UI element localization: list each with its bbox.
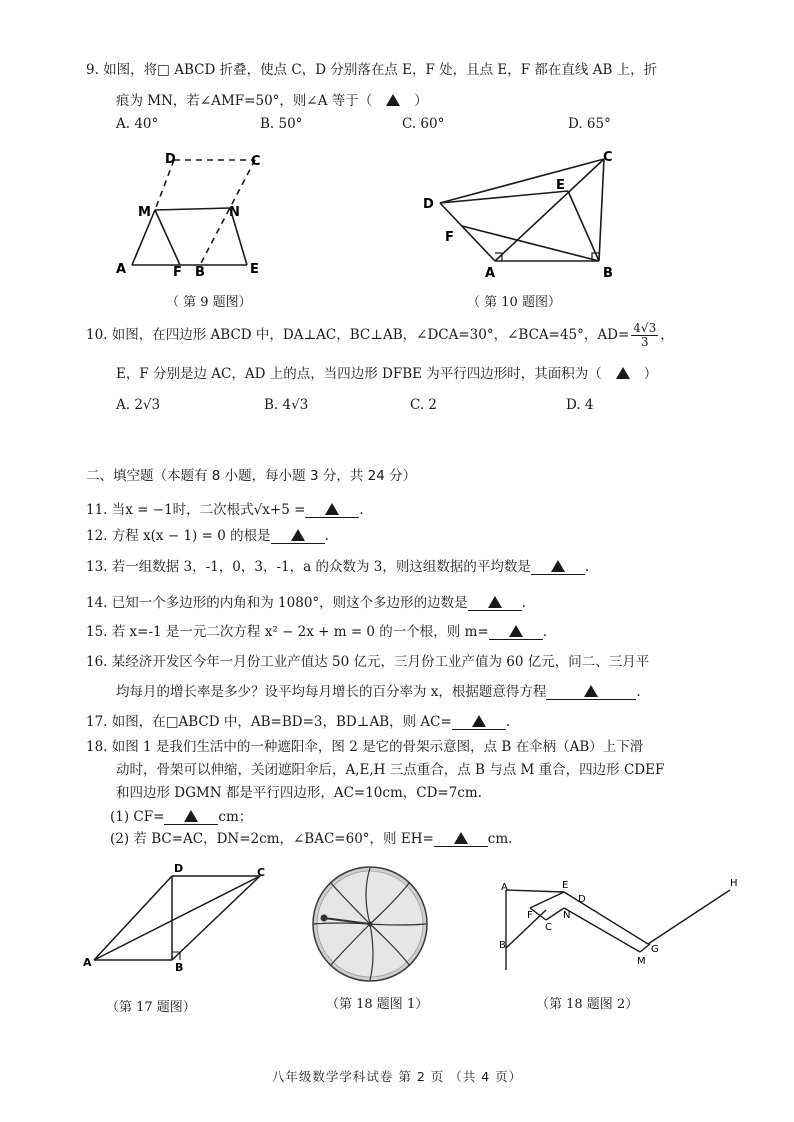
q14-blank bbox=[468, 596, 522, 611]
fig9-caption: （ 第 9 题图） bbox=[166, 295, 252, 310]
q10-line1-text: 10. 如图，在四边形 ABCD 中，DA⊥AC，BC⊥AB，∠DCA=30°，∠BCA=45°，AD= bbox=[86, 327, 630, 343]
fig18b-label-e: E bbox=[562, 880, 569, 891]
answer-triangle-icon bbox=[291, 529, 305, 541]
answer-triangle-icon bbox=[325, 503, 339, 515]
q10-frac-den: 3 bbox=[640, 335, 649, 349]
q10-option-b: B. 4√3 bbox=[264, 397, 309, 413]
q17-text: 17. 如图，在□ABCD 中，AB=BD=3，BD⊥AB，则 AC= bbox=[86, 714, 452, 730]
q10-option-a: A. 2√3 bbox=[116, 397, 161, 413]
fig18b-label-c: C bbox=[545, 922, 552, 933]
q11-text: 11. 当x = −1时，二次根式√x+5 = bbox=[86, 502, 306, 518]
fig18b-label-m: M bbox=[637, 956, 646, 967]
q18-line2: 动时，骨架可以伸缩，关闭遮阳伞后，A,E,H 三点重合，点 B 与点 M 重合，四边形 CDEF bbox=[116, 762, 665, 778]
fig10-label-f: F bbox=[445, 230, 454, 245]
answer-triangle-icon bbox=[472, 715, 486, 727]
figure-18-skeleton bbox=[490, 872, 750, 977]
fig18b-label-f: F bbox=[527, 910, 533, 921]
fig9-label-a: A bbox=[116, 262, 127, 277]
q9-option-a: A. 40° bbox=[116, 116, 159, 132]
q13-blank bbox=[531, 560, 585, 575]
q18-line3: 和四边形 DGMN 都是平行四边形，AC=10cm，CD=7cm. bbox=[116, 785, 482, 801]
q18-sub2 bbox=[110, 827, 512, 847]
answer-triangle-icon bbox=[509, 625, 523, 637]
fig9-label-d: D bbox=[165, 152, 176, 167]
fig9-label-e: E bbox=[250, 262, 259, 277]
fig18b-label-h: H bbox=[730, 878, 738, 889]
q14-end: . bbox=[521, 595, 526, 611]
q9-line2-text: 痕为 MN，若∠AMF=50°，则∠A 等于（ bbox=[116, 93, 373, 109]
page-footer: 八年级数学学科试卷 第 2 页 （共 4 页） bbox=[271, 1069, 523, 1084]
section-2-title: 二、填空题（本题有 8 小题，每小题 3 分，共 24 分） bbox=[86, 468, 417, 484]
answer-triangle-icon bbox=[488, 596, 502, 608]
q11 bbox=[86, 498, 364, 518]
answer-triangle-icon bbox=[184, 810, 198, 822]
fig9-label-c: C bbox=[251, 154, 261, 169]
q10-line1 bbox=[86, 322, 674, 349]
fig18b-label-n: N bbox=[563, 910, 571, 921]
q18-sub1-blank bbox=[164, 810, 218, 825]
figure-9 bbox=[100, 145, 280, 285]
q18-sub1-text: (1) CF= bbox=[110, 809, 165, 825]
q13-text: 13. 若一组数据 3，-1，0，3，-1，a 的众数为 3，则这组数据的平均数是 bbox=[86, 559, 531, 575]
q15 bbox=[86, 620, 547, 640]
q9-option-b: B. 50° bbox=[260, 116, 303, 132]
q16-end: . bbox=[636, 684, 641, 700]
q16-line2-text: 均每月的增长率是多少？设平均每月增长的百分率为 x，根据题意得方程 bbox=[116, 684, 547, 700]
q9-line2 bbox=[116, 89, 428, 109]
q18-sub2-end: cm. bbox=[487, 831, 513, 847]
q16-line1: 16. 某经济开发区今年一月份工业产值达 50 亿元，三月份工业产值为 60 亿元，问二、三月平 bbox=[86, 654, 650, 670]
q14 bbox=[86, 591, 526, 611]
fig18b-label-a: A bbox=[501, 882, 508, 893]
q11-blank bbox=[305, 503, 359, 518]
q18-sub1-end: cm； bbox=[218, 809, 253, 825]
q12-text: 12. 方程 x(x − 1) = 0 的根是 bbox=[86, 528, 271, 544]
q9-line2-end: ） bbox=[414, 93, 428, 109]
fig10-label-a: A bbox=[485, 266, 496, 281]
fig18a-caption: （第 18 题图 1） bbox=[326, 997, 429, 1012]
q13-end: . bbox=[584, 559, 590, 575]
q18-line1: 18. 如图 1 是我们生活中的一种遮阳伞，图 2 是它的骨架示意图，点 B 在伞柄（AB）上下滑 bbox=[86, 739, 644, 755]
q17 bbox=[86, 710, 510, 730]
q10-option-d: D. 4 bbox=[566, 397, 594, 413]
fig10-label-d: D bbox=[423, 197, 434, 212]
q10-line2-text: E，F 分别是边 AC，AD 上的点，当四边形 DFBE 为平行四边形时，其面积为（ bbox=[116, 366, 602, 382]
q10-line1-end: ， bbox=[660, 327, 674, 343]
fig17-label-a: A bbox=[83, 956, 92, 969]
q12 bbox=[86, 524, 329, 544]
fig10-label-c: C bbox=[603, 150, 613, 165]
figure-10 bbox=[415, 145, 625, 285]
fig18b-label-d: D bbox=[578, 894, 586, 905]
q15-end: . bbox=[542, 624, 548, 640]
q18-sub2-text: (2) 若 BC=AC，DN=2cm，∠BAC=60°，则 EH= bbox=[110, 831, 434, 847]
fig9-label-m: M bbox=[138, 205, 151, 220]
q10-fraction bbox=[631, 322, 658, 349]
answer-triangle-icon bbox=[454, 832, 468, 844]
q12-end: . bbox=[324, 528, 329, 544]
q10-line2-end: ） bbox=[643, 366, 658, 382]
fig9-label-f: F bbox=[173, 265, 182, 280]
answer-triangle-icon bbox=[616, 367, 630, 379]
q9-line1: 9. 如图，将□ ABCD 折叠，使点 C，D 分别落在点 E，F 处，且点 E，F 都在直线 AB 上，折 bbox=[86, 62, 658, 78]
q9-option-d: D. 65° bbox=[568, 116, 611, 132]
q10-option-c: C. 2 bbox=[410, 397, 438, 413]
fig17-label-d: D bbox=[174, 862, 184, 875]
answer-triangle-icon bbox=[386, 94, 400, 106]
fig18b-label-b: B bbox=[499, 940, 506, 951]
fig17-label-b: B bbox=[175, 961, 184, 974]
fig17-caption: （第 17 题图） bbox=[106, 1000, 196, 1015]
fig17-label-c: C bbox=[257, 866, 266, 879]
answer-triangle-icon bbox=[551, 560, 565, 572]
q12-blank bbox=[271, 529, 325, 544]
q16-blank bbox=[546, 685, 636, 700]
q10-line2 bbox=[116, 362, 657, 382]
fig10-label-e: E bbox=[556, 178, 565, 193]
q14-text: 14. 已知一个多边形的内角和为 1080°，则这个多边形的边数是 bbox=[86, 595, 468, 611]
q18-sub1 bbox=[110, 805, 252, 825]
fig18b-caption: （第 18 题图 2） bbox=[536, 997, 639, 1012]
q15-blank bbox=[489, 625, 543, 640]
q17-blank bbox=[452, 715, 506, 730]
fig10-label-b: B bbox=[603, 266, 613, 281]
q18-sub2-blank bbox=[434, 832, 488, 847]
fig9-label-n: N bbox=[229, 205, 240, 220]
q13 bbox=[86, 555, 589, 575]
figure-18-umbrella bbox=[310, 864, 430, 984]
fig18b-label-g: G bbox=[651, 944, 659, 955]
q11-end: . bbox=[359, 502, 364, 518]
q15-text: 15. 若 x=-1 是一元二次方程 x² − 2x + m = 0 的一个根，则 m= bbox=[86, 624, 489, 640]
fig9-label-b: B bbox=[195, 265, 205, 280]
q10-frac-num: 4√3 bbox=[633, 321, 657, 335]
figure-17 bbox=[80, 860, 280, 975]
q17-end: . bbox=[505, 714, 511, 730]
answer-triangle-icon bbox=[584, 685, 598, 697]
fig10-caption: （ 第 10 题图） bbox=[467, 295, 561, 310]
q16-line2 bbox=[116, 680, 641, 700]
q9-option-c: C. 60° bbox=[402, 116, 445, 132]
